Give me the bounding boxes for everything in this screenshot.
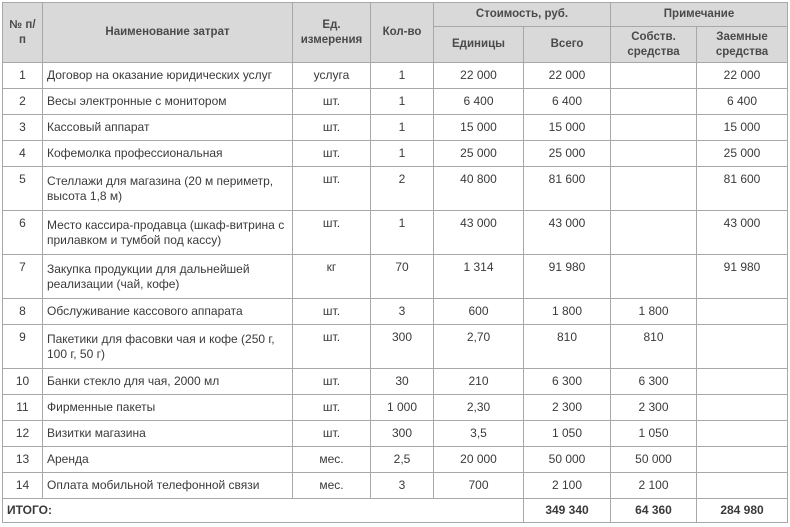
- cell-unit-cost: 210: [434, 369, 524, 395]
- cell-borrowed: 15 000: [697, 115, 788, 141]
- cell-own: 2 100: [611, 473, 697, 499]
- cell-borrowed: 91 980: [697, 255, 788, 299]
- header-num: № п/п: [3, 3, 43, 63]
- cell-own: 50 000: [611, 447, 697, 473]
- cell-unit: мес.: [293, 473, 371, 499]
- cell-total: 2 100: [524, 473, 611, 499]
- table-row: [3, 167, 788, 211]
- cell-qty: 3: [371, 299, 434, 325]
- cell-unit-cost: 25 000: [434, 141, 524, 167]
- cell-own: 6 300: [611, 369, 697, 395]
- totals-row: [3, 499, 788, 523]
- table-body: [3, 63, 788, 499]
- header-cost-unit: Единицы: [434, 27, 524, 63]
- cell-own: 2 300: [611, 395, 697, 421]
- totals-own: 64 360: [611, 499, 697, 523]
- cell-qty: 3: [371, 473, 434, 499]
- cell-unit-cost: 2,30: [434, 395, 524, 421]
- header-cost-total: Всего: [524, 27, 611, 63]
- cell-unit: шт.: [293, 325, 371, 369]
- cell-num: 2: [3, 89, 43, 115]
- cell-unit: шт.: [293, 421, 371, 447]
- cell-name: Место кассира-продавца (шкаф-витрина с прилавком и тумбой под кассу): [43, 211, 293, 255]
- cell-borrowed: [697, 421, 788, 447]
- cell-name: Обслуживание кассового аппарата: [43, 299, 293, 325]
- cell-unit: мес.: [293, 447, 371, 473]
- cell-borrowed: [697, 395, 788, 421]
- cell-unit: кг: [293, 255, 371, 299]
- table-row: [3, 89, 788, 115]
- cell-unit: шт.: [293, 211, 371, 255]
- cell-borrowed: 43 000: [697, 211, 788, 255]
- cell-borrowed: [697, 325, 788, 369]
- header-note-group: Примечание: [611, 3, 788, 27]
- cell-num: 12: [3, 421, 43, 447]
- cell-num: 10: [3, 369, 43, 395]
- cell-total: 15 000: [524, 115, 611, 141]
- cell-total: 810: [524, 325, 611, 369]
- header-unit: Ед. измерения: [293, 3, 371, 63]
- cell-borrowed: 6 400: [697, 89, 788, 115]
- cell-unit-cost: 700: [434, 473, 524, 499]
- cell-unit: шт.: [293, 115, 371, 141]
- cell-total: 6 300: [524, 369, 611, 395]
- cell-borrowed: [697, 369, 788, 395]
- cell-name: Аренда: [43, 447, 293, 473]
- cell-total: 1 050: [524, 421, 611, 447]
- cell-qty: 2: [371, 167, 434, 211]
- cell-borrowed: [697, 299, 788, 325]
- cell-unit-cost: 43 000: [434, 211, 524, 255]
- totals-total: 349 340: [524, 499, 611, 523]
- cell-name: Фирменные пакеты: [43, 395, 293, 421]
- cell-own: [611, 255, 697, 299]
- cell-unit: шт.: [293, 299, 371, 325]
- cell-total: 2 300: [524, 395, 611, 421]
- cost-table: [2, 2, 788, 523]
- cell-num: 9: [3, 325, 43, 369]
- totals-borrowed: 284 980: [697, 499, 788, 523]
- cell-unit: шт.: [293, 369, 371, 395]
- cell-name: Визитки магазина: [43, 421, 293, 447]
- cell-num: 14: [3, 473, 43, 499]
- cell-qty: 1: [371, 115, 434, 141]
- cell-name: Оплата мобильной телефонной связи: [43, 473, 293, 499]
- cell-num: 3: [3, 115, 43, 141]
- table-row: [3, 325, 788, 369]
- cell-unit-cost: 40 800: [434, 167, 524, 211]
- totals-label: ИТОГО:: [3, 499, 524, 523]
- cell-unit-cost: 2,70: [434, 325, 524, 369]
- cell-borrowed: 22 000: [697, 63, 788, 89]
- cell-num: 8: [3, 299, 43, 325]
- header-name: Наименование затрат: [43, 3, 293, 63]
- cell-unit: шт.: [293, 167, 371, 211]
- table-row: [3, 141, 788, 167]
- cell-name: Банки стекло для чая, 2000 мл: [43, 369, 293, 395]
- cell-borrowed: 25 000: [697, 141, 788, 167]
- cell-name: Пакетики для фасовки чая и кофе (250 г, 100 г, 50 г): [43, 325, 293, 369]
- header-qty: Кол-во: [371, 3, 434, 63]
- header-cost-group: Стоимость, руб.: [434, 3, 611, 27]
- cell-num: 7: [3, 255, 43, 299]
- cell-own: [611, 211, 697, 255]
- cell-unit-cost: 1 314: [434, 255, 524, 299]
- cell-total: 25 000: [524, 141, 611, 167]
- cell-qty: 1: [371, 211, 434, 255]
- cell-name: Весы электронные с монитором: [43, 89, 293, 115]
- cell-total: 22 000: [524, 63, 611, 89]
- cell-own: [611, 141, 697, 167]
- table-row: [3, 63, 788, 89]
- cell-unit-cost: 600: [434, 299, 524, 325]
- table-row: [3, 421, 788, 447]
- cell-own: 1 800: [611, 299, 697, 325]
- cell-own: [611, 167, 697, 211]
- cell-qty: 30: [371, 369, 434, 395]
- table-row: [3, 299, 788, 325]
- cell-qty: 1: [371, 89, 434, 115]
- cell-unit: шт.: [293, 89, 371, 115]
- cell-unit-cost: 22 000: [434, 63, 524, 89]
- cell-num: 1: [3, 63, 43, 89]
- cell-total: 81 600: [524, 167, 611, 211]
- cell-total: 43 000: [524, 211, 611, 255]
- header-borrowed-funds: Заемные средства: [697, 27, 788, 63]
- cell-unit-cost: 15 000: [434, 115, 524, 141]
- cell-total: 91 980: [524, 255, 611, 299]
- cell-unit: шт.: [293, 395, 371, 421]
- cell-unit-cost: 20 000: [434, 447, 524, 473]
- cell-borrowed: [697, 447, 788, 473]
- table-row: [3, 447, 788, 473]
- cell-name: Кассовый аппарат: [43, 115, 293, 141]
- cell-own: [611, 89, 697, 115]
- cell-qty: 2,5: [371, 447, 434, 473]
- cell-unit: шт.: [293, 141, 371, 167]
- cell-qty: 300: [371, 325, 434, 369]
- cell-own: [611, 115, 697, 141]
- cell-name: Стеллажи для магазина (20 м периметр, высота 1,8 м): [43, 167, 293, 211]
- cell-qty: 1: [371, 63, 434, 89]
- cell-name: Договор на оказание юридических услуг: [43, 63, 293, 89]
- cell-name: Закупка продукции для дальнейшей реализации (чай, кофе): [43, 255, 293, 299]
- cell-unit: услуга: [293, 63, 371, 89]
- cell-name: Кофемолка профессиональная: [43, 141, 293, 167]
- cell-num: 4: [3, 141, 43, 167]
- cell-own: 1 050: [611, 421, 697, 447]
- table-row: [3, 115, 788, 141]
- cell-num: 11: [3, 395, 43, 421]
- cell-num: 6: [3, 211, 43, 255]
- table-row: [3, 211, 788, 255]
- table-row: [3, 473, 788, 499]
- cell-own: [611, 63, 697, 89]
- cell-own: 810: [611, 325, 697, 369]
- cell-total: 50 000: [524, 447, 611, 473]
- table-row: [3, 395, 788, 421]
- cell-borrowed: 81 600: [697, 167, 788, 211]
- cell-qty: 1: [371, 141, 434, 167]
- cell-qty: 1 000: [371, 395, 434, 421]
- cell-qty: 70: [371, 255, 434, 299]
- cell-unit-cost: 3,5: [434, 421, 524, 447]
- header-own-funds: Собств. средства: [611, 27, 697, 63]
- cell-total: 1 800: [524, 299, 611, 325]
- cell-unit-cost: 6 400: [434, 89, 524, 115]
- table-row: [3, 369, 788, 395]
- cell-qty: 300: [371, 421, 434, 447]
- cell-total: 6 400: [524, 89, 611, 115]
- cell-borrowed: [697, 473, 788, 499]
- cell-num: 5: [3, 167, 43, 211]
- cell-num: 13: [3, 447, 43, 473]
- table-row: [3, 255, 788, 299]
